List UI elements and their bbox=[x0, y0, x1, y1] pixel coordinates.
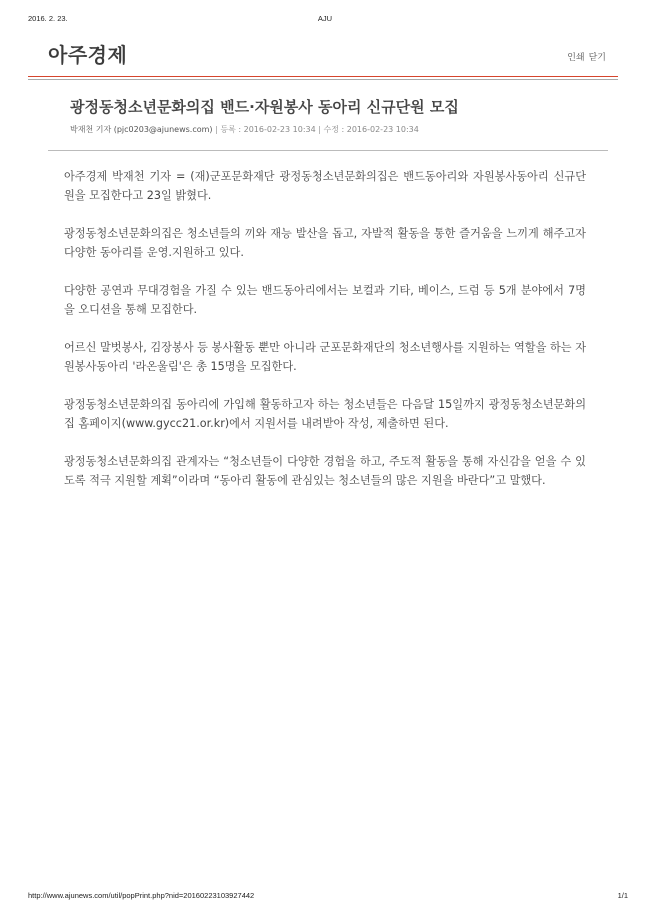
print-url: http://www.ajunews.com/util/popPrint.php?nid=20160223103927442 bbox=[28, 891, 255, 900]
print-footer bbox=[0, 891, 650, 903]
article-paragraph: 아주경제 박재천 기자 = (재)군포문화재단 광정동청소년문화의집은 밴드동아리와 자원봉사동아리 신규단원을 모집한다고 23일 밝혔다. bbox=[64, 170, 586, 202]
print-button[interactable]: 인쇄 bbox=[567, 53, 585, 63]
article-meta bbox=[70, 124, 419, 135]
top-actions bbox=[567, 50, 606, 63]
article-paragraph: 광정동청소년문화의집은 청소년들의 끼와 재능 발산을 돕고, 자발적 활동을 통한 즐거움을 느끼게 해주고자 다양한 동아리를 운영.지원하고 있다. bbox=[64, 227, 586, 259]
meta-separator: | bbox=[215, 125, 221, 134]
article-paragraph: 어르신 말벗봉사, 김장봉사 등 봉사활동 뿐만 아니라 군포문화재단의 청소년행사를 지원하는 역할을 하는 자원봉사동아리 '라온울림'은 총 15명을 모집한다. bbox=[64, 341, 586, 373]
print-header bbox=[0, 14, 650, 26]
registered-label: 등록 : bbox=[220, 125, 242, 134]
print-site-name: AJU bbox=[317, 14, 333, 23]
article-byline: 박재천 기자 (pjc0203@ajunews.com) bbox=[70, 125, 213, 134]
site-logo[interactable]: 아주경제 bbox=[48, 43, 128, 67]
close-button[interactable]: 닫기 bbox=[588, 53, 606, 63]
article-title: 광정동청소년문화의집 밴드·자원봉사 동아리 신규단원 모집 bbox=[70, 98, 459, 116]
meta-separator: | bbox=[318, 125, 324, 134]
article-body bbox=[64, 167, 586, 509]
header-divider-red bbox=[28, 76, 618, 77]
registered-time: 2016-02-23 10:34 bbox=[243, 125, 316, 134]
print-date: 2016. 2. 23. bbox=[28, 14, 68, 23]
modified-time: 2016-02-23 10:34 bbox=[346, 125, 419, 134]
header-divider-gray bbox=[28, 79, 618, 80]
article-paragraph: 광정동청소년문화의집 관계자는 “청소년들이 다양한 경험을 하고, 주도적 활동을 통해 자신감을 얻을 수 있도록 적극 지원할 계획”이라며 “동아리 활동에 관심있는 청소년들의 많은 지원을 바란다”고 말했다. bbox=[64, 455, 586, 487]
article-paragraph: 다양한 공연과 무대경험을 가질 수 있는 밴드동아리에서는 보컬과 기타, 베이스, 드럼 등 5개 분야에서 7명을 오디션을 통해 모집한다. bbox=[64, 284, 586, 316]
page-number: 1/1 bbox=[617, 891, 628, 900]
article-paragraph: 광정동청소년문화의집 동아리에 가입해 활동하고자 하는 청소년들은 다음달 15일까지 광정동청소년문화의집 홈페이지(www.gycc21.or.kr)에서 지원서를 내려받아 작성, 제출하면 된다. bbox=[64, 398, 586, 430]
modified-label: 수정 : bbox=[323, 125, 345, 134]
title-divider bbox=[48, 150, 608, 151]
